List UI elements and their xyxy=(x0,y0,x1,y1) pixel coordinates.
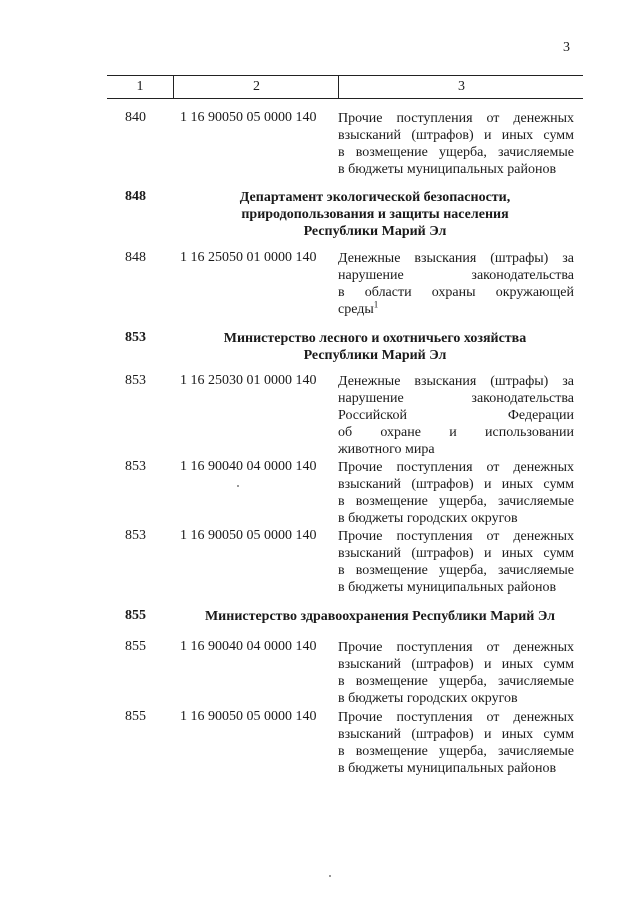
description-line: Прочие поступления от денежных xyxy=(338,640,574,655)
description xyxy=(338,459,574,527)
table-header xyxy=(107,75,583,99)
description xyxy=(338,250,574,318)
budget-code: 1 16 90050 05 0000 140 xyxy=(180,110,317,125)
description-line: взысканий (штрафов) и иных сумм xyxy=(338,657,574,672)
header-col-2: 2 xyxy=(173,76,339,98)
section-title xyxy=(180,608,580,625)
description-line: животного мира xyxy=(338,442,435,457)
section-code: 853 xyxy=(125,330,146,345)
admin-code: 840 xyxy=(125,110,146,125)
section-title-line: Министерство здравоохранения Республики Марий Эл xyxy=(204,609,556,624)
description-line: Российской Федерации xyxy=(338,408,574,423)
section-title xyxy=(180,189,570,240)
description-line: Прочие поступления от денежных xyxy=(338,460,574,475)
budget-code: 1 16 90050 05 0000 140 xyxy=(180,528,317,543)
section-title-line: Республики Марий Эл xyxy=(303,224,447,239)
budget-code: 1 16 25030 01 0000 140 xyxy=(180,373,317,388)
scan-speck xyxy=(329,875,331,877)
description-line: в бюджеты муниципальных районов xyxy=(338,162,557,177)
admin-code: 855 xyxy=(125,639,146,654)
description-line: в области охраны окружающей xyxy=(338,285,574,300)
description-line: Денежные взыскания (штрафы) за xyxy=(338,251,574,266)
header-col-1: 1 xyxy=(136,79,144,94)
description-line: взысканий (штрафов) и иных сумм xyxy=(338,477,574,492)
admin-code: 853 xyxy=(125,459,146,474)
section-title-line: природопользования и защиты населения xyxy=(241,207,509,222)
description-line: в бюджеты городских округов xyxy=(338,691,518,706)
section-title-line: Департамент экологической безопасности, xyxy=(239,190,511,205)
description-line: взысканий (штрафов) и иных сумм xyxy=(338,727,574,742)
section-title-line: Республики Марий Эл xyxy=(303,348,447,363)
description-line: в возмещение ущерба, зачисляемые xyxy=(338,563,574,578)
budget-code: 1 16 90040 04 0000 140 xyxy=(180,459,317,474)
description-line: нарушение законодательства xyxy=(338,391,574,406)
description-line: в бюджеты городских округов xyxy=(338,511,518,526)
section-title xyxy=(180,330,570,364)
description-line: в возмещение ущерба, зачисляемые xyxy=(338,145,574,160)
admin-code: 853 xyxy=(125,528,146,543)
description-line: в возмещение ущерба, зачисляемые xyxy=(338,674,574,689)
admin-code: 848 xyxy=(125,250,146,265)
header-col-3: 3 xyxy=(338,76,584,98)
scan-speck xyxy=(237,485,239,487)
description-line: нарушение законодательства xyxy=(338,268,574,283)
description xyxy=(338,528,574,596)
description-line: в бюджеты муниципальных районов xyxy=(338,580,557,595)
section-code: 848 xyxy=(125,189,146,204)
description-line: взысканий (штрафов) и иных сумм xyxy=(338,546,574,561)
description xyxy=(338,373,574,458)
section-title-line: Министерство лесного и охотничьего хозяйства xyxy=(223,331,527,346)
admin-code: 853 xyxy=(125,373,146,388)
budget-code: 1 16 90040 04 0000 140 xyxy=(180,639,317,654)
description-text: среды xyxy=(338,302,374,317)
description-line: Денежные взыскания (штрафы) за xyxy=(338,374,574,389)
description-line: в возмещение ущерба, зачисляемые xyxy=(338,494,574,509)
budget-code: 1 16 90050 05 0000 140 xyxy=(180,709,317,724)
budget-code: 1 16 25050 01 0000 140 xyxy=(180,250,317,265)
description xyxy=(338,639,574,707)
description xyxy=(338,110,574,178)
description-line: взысканий (штрафов) и иных сумм xyxy=(338,128,574,143)
admin-code: 855 xyxy=(125,709,146,724)
description-line: об охране и использовании xyxy=(338,425,574,440)
footnote-mark: 1 xyxy=(373,299,379,310)
description-line: Прочие поступления от денежных xyxy=(338,710,574,725)
section-code: 855 xyxy=(125,608,146,623)
description-line: Прочие поступления от денежных xyxy=(338,529,574,544)
description-line xyxy=(338,301,574,318)
description-line: в возмещение ущерба, зачисляемые xyxy=(338,744,574,759)
description xyxy=(338,709,574,777)
description-line: в бюджеты муниципальных районов xyxy=(338,761,557,776)
description-line: Прочие поступления от денежных xyxy=(338,111,574,126)
page-number: 3 xyxy=(563,40,570,55)
